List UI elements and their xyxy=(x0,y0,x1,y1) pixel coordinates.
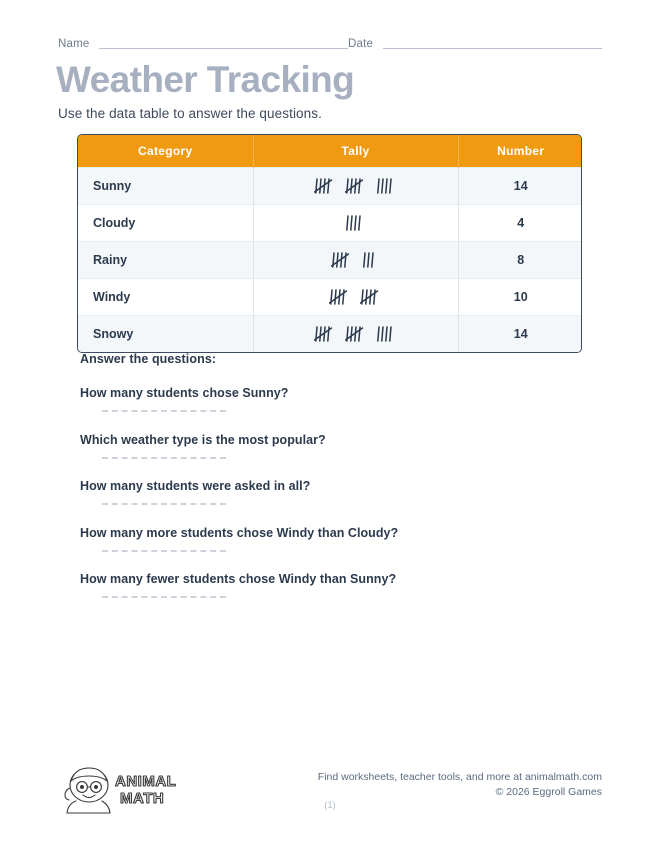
page-number: (1) xyxy=(324,800,336,811)
cell-tally xyxy=(253,242,458,279)
tally-group xyxy=(345,325,367,343)
table-header-row xyxy=(78,135,582,168)
tally-marks xyxy=(254,316,458,352)
tally-group xyxy=(345,177,367,195)
cell-category: Windy xyxy=(78,279,253,316)
date-field[interactable] xyxy=(348,38,602,51)
cell-number: 4 xyxy=(458,205,582,242)
data-table-container xyxy=(77,134,582,353)
answer-write-line[interactable] xyxy=(102,503,226,505)
tally-marks xyxy=(254,279,458,315)
tally-group xyxy=(360,288,382,306)
questions-list xyxy=(80,386,560,619)
table-row xyxy=(78,316,582,353)
column-header-category: Category xyxy=(78,135,253,168)
tally-group xyxy=(314,325,336,343)
column-header-tally: Tally xyxy=(253,135,458,168)
question-block xyxy=(80,386,560,412)
cell-number: 10 xyxy=(458,279,582,316)
tally-marks xyxy=(254,205,458,241)
question-text: How many more students chose Windy than Cloudy? xyxy=(80,525,399,540)
cell-tally xyxy=(253,168,458,205)
page-title: Weather Tracking xyxy=(56,59,355,100)
question-block xyxy=(80,479,560,505)
table-row xyxy=(78,168,582,205)
cell-tally xyxy=(253,279,458,316)
question-text: How many fewer students chose Windy than Sunny? xyxy=(80,572,397,586)
cell-tally xyxy=(253,316,458,353)
answer-section-heading: Answer the questions: xyxy=(80,352,217,366)
answer-write-line[interactable] xyxy=(102,457,226,459)
answer-write-line[interactable] xyxy=(102,596,226,598)
date-label: Date xyxy=(348,38,374,50)
name-label: Name xyxy=(58,38,90,50)
question-text: How many students were asked in all? xyxy=(80,479,311,493)
footer-promo: Find worksheets, teacher tools, and more at animalmath.com xyxy=(317,771,602,783)
table-row xyxy=(78,242,582,279)
tally-group xyxy=(331,251,353,269)
student-meta-row xyxy=(58,38,602,51)
cell-category: Snowy xyxy=(78,316,253,353)
name-field[interactable] xyxy=(58,38,348,51)
answer-write-line[interactable] xyxy=(102,550,226,552)
column-header-number: Number xyxy=(458,135,582,168)
tally-group xyxy=(314,177,336,195)
page-subtitle: Use the data table to answer the questions. xyxy=(58,106,322,121)
question-text: Which weather type is the most popular? xyxy=(80,432,326,447)
answer-write-line[interactable] xyxy=(102,410,226,412)
tally-group xyxy=(329,288,351,306)
table-body xyxy=(78,168,582,353)
tally-group xyxy=(345,214,367,232)
weather-data-table xyxy=(78,135,582,352)
logo-text-math: MATH xyxy=(120,790,165,807)
table-row xyxy=(78,279,582,316)
question-text: How many students chose Sunny? xyxy=(80,386,289,400)
tally-group xyxy=(362,251,380,269)
tally-group xyxy=(376,325,398,343)
name-write-line[interactable] xyxy=(99,48,348,49)
tally-group xyxy=(376,177,398,195)
question-block xyxy=(80,433,560,459)
footer-credits xyxy=(318,770,602,800)
cell-category: Sunny xyxy=(78,168,253,205)
cell-category: Cloudy xyxy=(78,205,253,242)
date-write-line[interactable] xyxy=(383,48,602,49)
cell-tally xyxy=(253,205,458,242)
question-block xyxy=(80,526,560,552)
cell-category: Rainy xyxy=(78,242,253,279)
logo-text-animal: ANIMAL xyxy=(115,773,177,790)
cell-number: 14 xyxy=(458,168,582,205)
footer-copyright: © 2026 Eggroll Games xyxy=(495,786,602,799)
tally-marks xyxy=(254,168,458,204)
tally-marks xyxy=(254,242,458,278)
question-block xyxy=(80,572,560,598)
cell-number: 8 xyxy=(458,242,582,279)
table-row xyxy=(78,205,582,242)
cell-number: 14 xyxy=(458,316,582,353)
